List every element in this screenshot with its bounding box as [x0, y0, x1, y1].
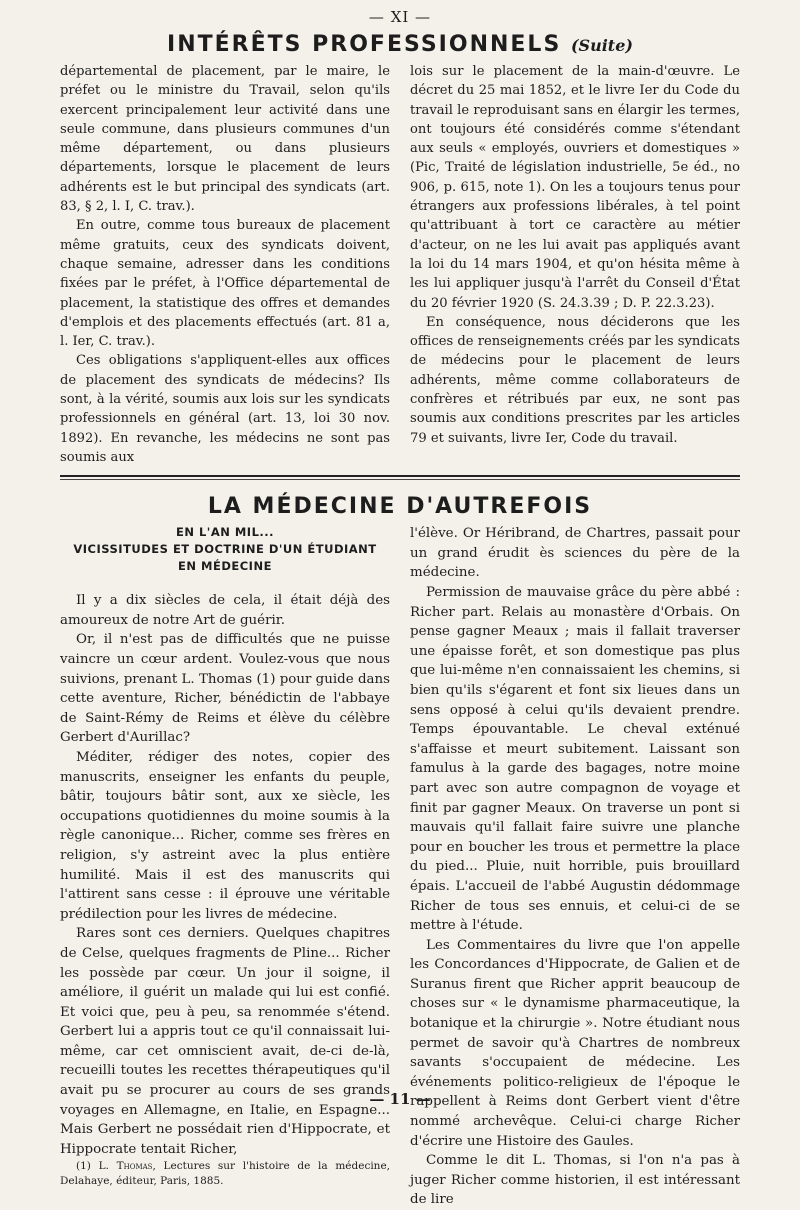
page-number: — 11 — [369, 1090, 431, 1108]
section1-left-column [60, 62, 390, 467]
footnote-author: L. Thomas, [98, 1160, 156, 1173]
paragraph: Or, il n'est pas de difficultés que ne puisse vaincre un cœur ardent. Voulez-vous que nous suivions, prenant L. Thomas (1) pour guide dans cette aventure, Richer, bénédictin de l'abbaye de Saint-Rémy de Reims et élève du célèbre Gerbert d'Aurillac? [60, 632, 390, 746]
subheading: EN L'AN MIL... [175, 525, 275, 540]
section-title-suffix: (Suite) [570, 36, 633, 55]
section-title-text: INTÉRÊTS PROFESSIONNELS [167, 32, 562, 57]
paragraph: En outre, comme tous bureaux de placement même gratuits, ceux des syndicats doivent, chaque semaine, adresser dans les conditions fixées par le préfet, à l'Office départemental de placement, la statistique des offres et demandes d'emplois et des placements effectués (art. 81 a, l. Ier, C. trav.). [60, 218, 390, 350]
footnote-text: Lectures sur l'histoire de la médecine, Delahaye, éditeur, Paris, 1885. [60, 1160, 390, 1188]
paragraph: départemental de placement, par le maire, le préfet ou le ministre du Travail, selon qu'ils exercent principalement leur activité dans une seule commune, dans plusieurs communes d'un même département, ou dans plusieurs départements, lorsque le placement de leurs adhérents est le but principal des syndicats (art. 83, § 2, l. I, C. trav.). [60, 64, 390, 215]
paragraph: Rares sont ces derniers. Quelques chapitres de Celse, quelques fragments de Pline... Richer les possède par cœur. Un jour il soigne, il améliore, il guérit un malade qui lui est confié. Et voici que, peu à peu, sa renommée s'étend. Gerbert lui a appris tout ce qu'il connaissait lui-même, car cet omniscient avait, de-ci de-là, recueilli toutes les recettes thérapeutiques qu'il avait pu se procurer au cours de ses grands voyages en Allemagne, en Italie, en Espagne... Mais Gerbert ne possédait rien d'Hippocrate, et Hippocrate tentait Richer, [60, 926, 390, 1157]
paragraph: Permission de mauvaise grâce du père abbé : Richer part. Relais au monastère d'Orbais. On pense gagner Meaux ; mais il fallait traverser une épaisse forêt, et son domestique pas plus que lui-même n'en connaissaient les chemins, si bien qu'ils s'égarent et font six lieues dans un sens opposé à celui qu'ils devaient prendre. Temps épouvantable. Le cheval exténué s'affaisse et meurt subitement. Laissant son famulus à la garde des bagages, notre moine part avec son autre compagnon de voyage et finit par gagner Meaux. On traverse un pont si mauvais qu'il fallait faire suivre une planche pour en boucher les trous et permettre la place du pied... Pluie, nuit horrible, puis brouillard épais. L'accueil de l'abbé Augustin dédommage Richer de tous ses ennuis, et celui-ci de se mettre à l'étude. [410, 585, 740, 934]
section1-right-column [410, 62, 740, 467]
paragraph: Il y a dix siècles de cela, il était déjà des amoureux de notre Art de guérir. [60, 593, 390, 628]
paragraph: lois sur le placement de la main-d'œuvre. Le décret du 25 mai 1852, et le livre Ier du Code du travail le reproduisant sans en élargir les termes, ont toujours été considérés comme s'étendant aux seuls « employés, ouvriers et domestiques » (Pic, Traité de législation industrielle, 5e éd., no 906, p. 615, note 1). On les a toujours tenus pour étrangers aux professions libérales, à tel point qu'attribuant à tort ce caractère au métier d'acteur, on ne les lui avait pas appliqués avant la loi du 14 mars 1904, et qu'on hésita même à les lui appliquer jusqu'à l'arrêt du Conseil d'État du 20 février 1920 (S. 24.3.39 ; D. P. 22.3.23). [410, 64, 740, 311]
footnote [60, 1159, 390, 1189]
paragraph: Ces obligations s'appliquent-elles aux offices de placement des syndicats de médecins? Ils sont, à la vérité, soumis aux lois sur les syndicats professionnels en général (art. 13, loi 30 nov. 1892). En revanche, les médecins ne sont pas soumis aux [60, 353, 390, 465]
paragraph: Comme le dit L. Thomas, si l'on n'a pas à juger Richer comme historien, il est intéressant de lire [410, 1153, 740, 1208]
section-title-interets [60, 32, 740, 62]
section1-columns [60, 62, 740, 467]
article-title: LA MÉDECINE D'AUTREFOIS [207, 494, 593, 520]
paragraph: Méditer, rédiger des notes, copier des manuscrits, enseigner les enfants du peuple, bâtir, toujours bâtir sont, aux xe siècle, les occupations quotidiennes du moine soumis à la règle canonique... Richer, comme ses frères en religion, s'y astreint avec la plus entière humilité. Mais il est des manuscrits qui l'attirent sans cesse : il éprouve une véritable prédilection pour les livres de médecine. [60, 749, 390, 922]
footnote-number: (1) [76, 1160, 91, 1173]
roman-page-number: — XI — [368, 8, 432, 26]
divider [60, 479, 740, 480]
paragraph: Les Commentaires du livre que l'on appelle les Concordances d'Hippocrate, de Galien et de Suranus firent que Richer apprit beaucoup de choses sur « le dynamisme pharmaceutique, la botanique et la chirurgie ». Notre étudiant nous permet de savoir qu'à Chartres de nombreux savants s'occupaient de médecine. Les événements politico-religieux de l'époque le rappellent à Reims dont Gerbert vient d'être nommé archevêque. Celui-ci charge Richer d'écrire une Histoire des Gaules. [410, 937, 740, 1149]
page [60, 0, 740, 1210]
subheading: EN MÉDECINE [178, 559, 272, 574]
paragraph: En conséquence, nous déciderons que les offices de renseignements créés par les syndicats de médecins pour le placement de leurs adhérents, même comme collaborateurs de confrères et rétribués par eux, ne sont pas soumis aux conditions prescrites par les articles 79 et suivants, livre Ier, Code du travail. [410, 314, 740, 446]
subheading: VICISSITUDES ET DOCTRINE D'UN ÉTUDIANT [73, 542, 377, 557]
divider [60, 475, 740, 477]
paragraph: l'élève. Or Héribrand, de Chartres, passait pour un grand érudit ès sciences du père de la médecine. [410, 526, 740, 581]
